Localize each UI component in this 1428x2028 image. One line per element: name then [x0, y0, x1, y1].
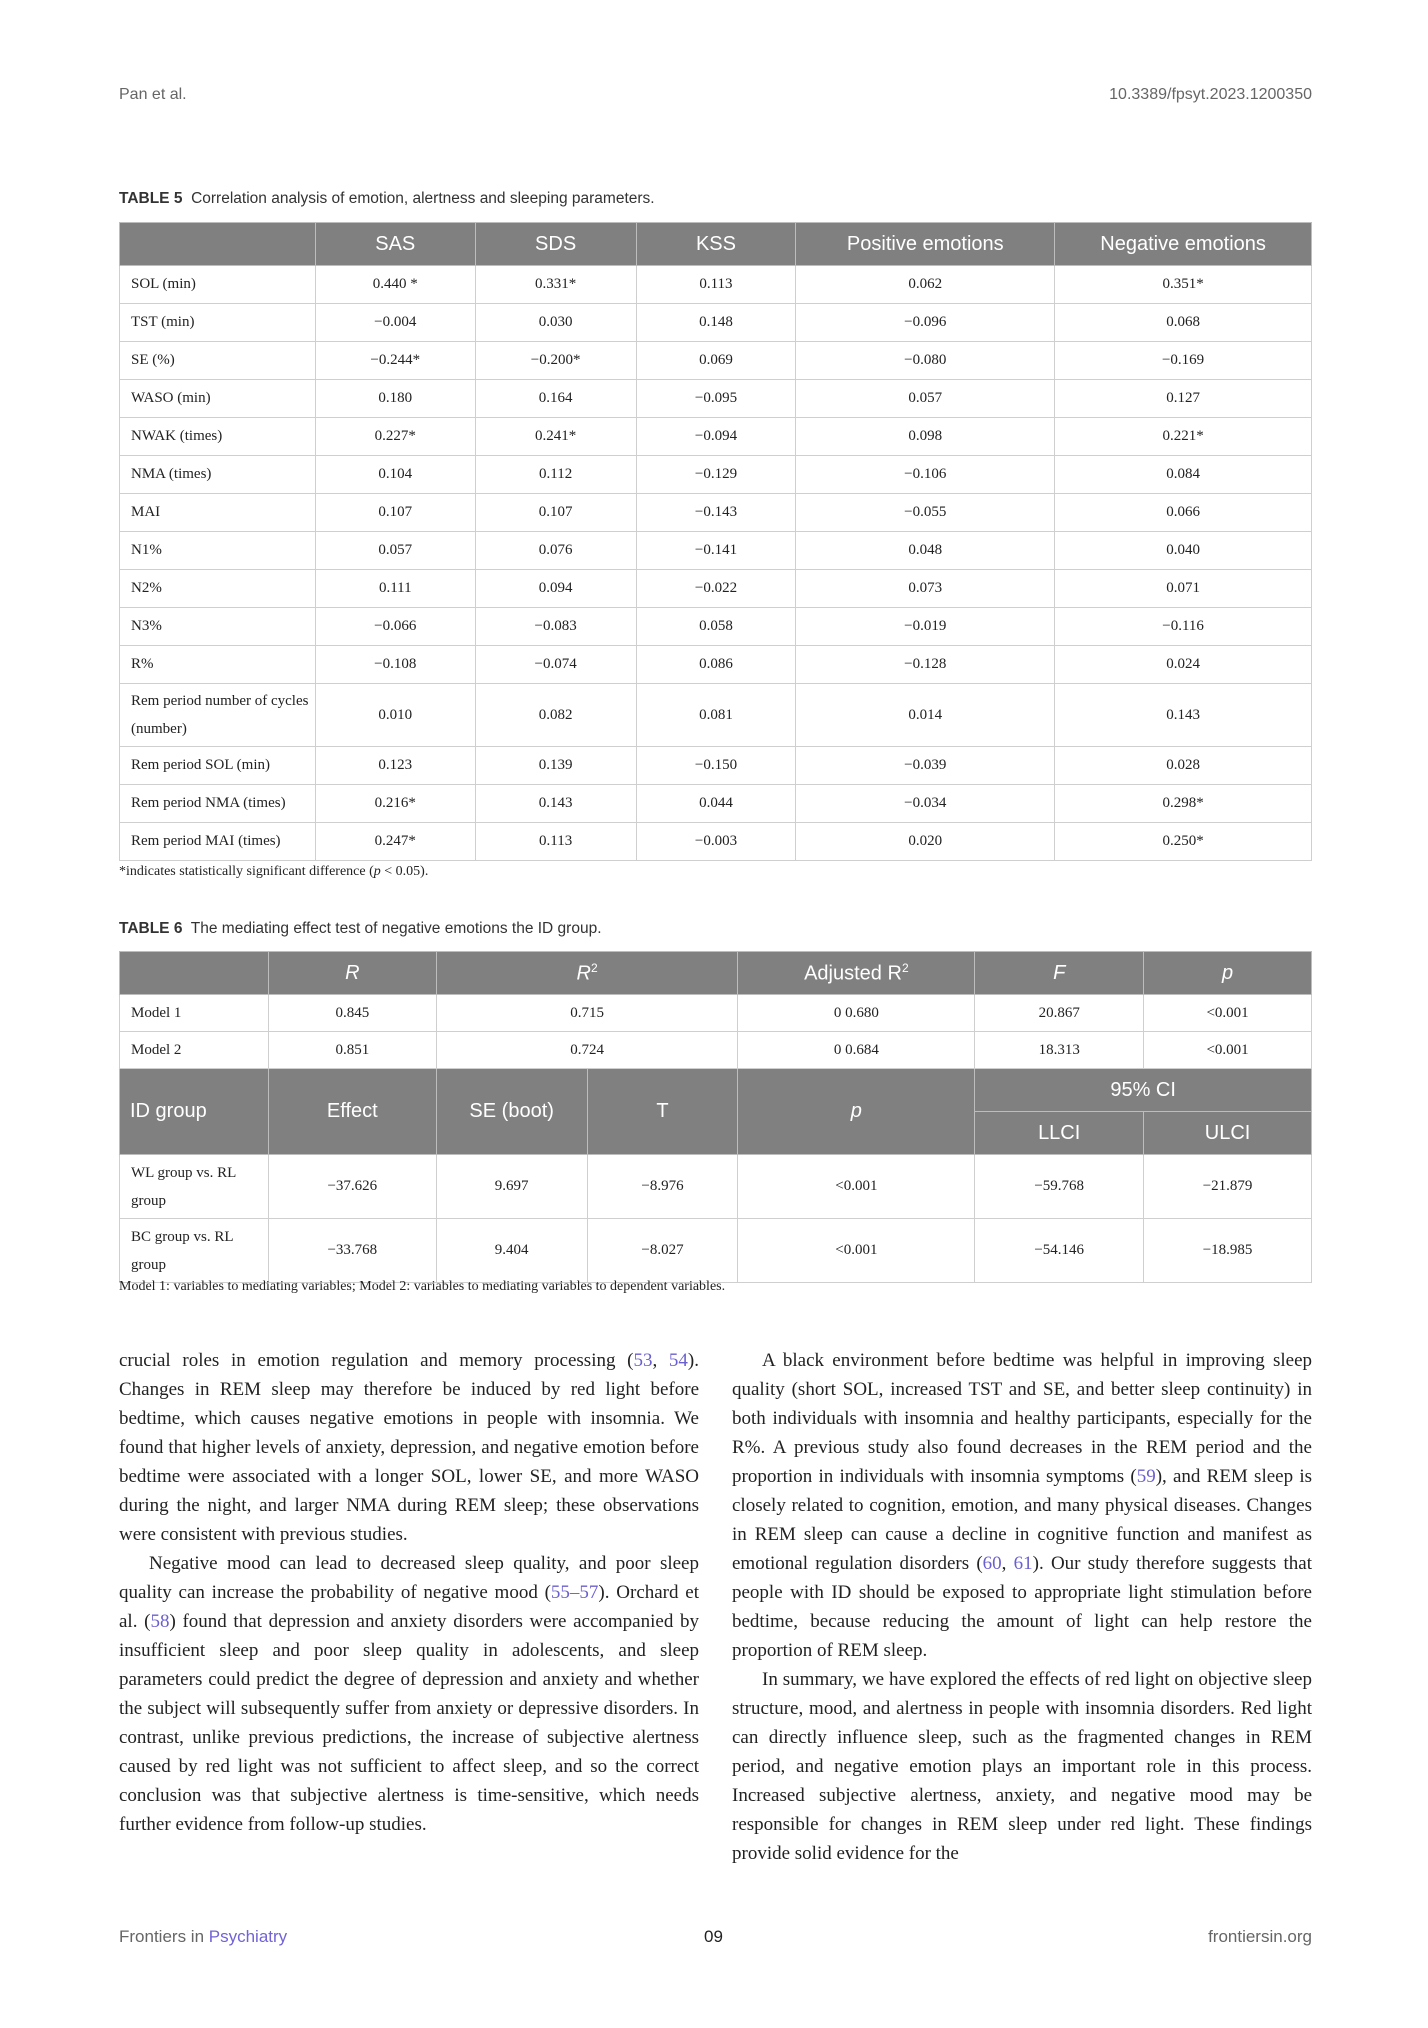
table-cell: 0.058: [636, 608, 796, 646]
table-cell: 0.076: [475, 532, 636, 570]
ref-link[interactable]: 55–57: [550, 1582, 599, 1603]
table-row: [120, 823, 1312, 861]
table6-header-r2: $R^2$: [436, 952, 738, 995]
table6-footnote: Model 1: variables to mediating variables; Model 2: variables to mediating variables to dependent variables.: [119, 1279, 726, 1294]
table6-header-95-ci: 95% CI: [975, 1069, 1312, 1112]
table-row: [120, 342, 1312, 380]
running-head-authors: Pan et al.: [119, 86, 187, 103]
table-cell: 0.069: [636, 342, 796, 380]
table5-label: TABLE 5: [119, 190, 183, 207]
table-cell: 0.086: [636, 646, 796, 684]
right-paragraph-1: A black environment before bedtime was helpful in improving sleep quality (short SOL, increased TST and SE, and better sleep continuity) in both individuals with insomnia and healthy participants, especially for the R%. A previous study also found decreases in the REM period and the proportion in individuals with insomnia symptoms (59), and REM sleep is closely related to cognition, emotion, and many physical diseases. Changes in REM sleep can cause a decline in cognitive function and manifest as emotional regulation disorders (60, 61). Our study therefore suggests that people with ID should be exposed to appropriate light stimulation before bedtime, because reducing the amount of light can help restore the proportion of REM sleep.: [732, 1350, 1313, 1661]
footer-journal: Frontiers in Psychiatry: [119, 1927, 288, 1946]
table6-header-f: F: [975, 952, 1144, 995]
table-cell: 0.030: [475, 304, 636, 342]
table-cell: −0.074: [475, 646, 636, 684]
effect-se: 9.404: [436, 1219, 587, 1283]
row-label: TST (min): [120, 304, 316, 342]
ref-link[interactable]: 59: [1136, 1466, 1156, 1487]
table6-header-p: p: [1144, 952, 1312, 995]
table5-header-cell: SDS: [475, 223, 636, 266]
table5-header-cell: KSS: [636, 223, 796, 266]
row-label: SOL (min): [120, 266, 316, 304]
table-cell: 0.094: [475, 570, 636, 608]
effect-group: WL group vs. RL group: [120, 1155, 269, 1219]
table6-header-adjusted-r2: Adjusted $R^2$: [738, 952, 975, 995]
table-cell: −0.150: [636, 747, 796, 785]
table-row: [120, 608, 1312, 646]
table-cell: −0.022: [636, 570, 796, 608]
effect-value: −33.768: [268, 1219, 436, 1283]
row-label: NWAK (times): [120, 418, 316, 456]
table-cell: 0.010: [315, 684, 475, 747]
model-f: 18.313: [975, 1032, 1144, 1069]
page-number: 09: [704, 1927, 723, 1946]
row-label: N1%: [120, 532, 316, 570]
table-cell: 0.024: [1055, 646, 1312, 684]
table-row: [120, 380, 1312, 418]
table-cell: 0.104: [315, 456, 475, 494]
table-cell: 0.044: [636, 785, 796, 823]
row-label: N2%: [120, 570, 316, 608]
table-cell: −0.141: [636, 532, 796, 570]
model-p: <0.001: [1144, 995, 1312, 1032]
model-r: 0.845: [268, 995, 436, 1032]
row-label: N3%: [120, 608, 316, 646]
model-f: 20.867: [975, 995, 1144, 1032]
table6-header-se-boot: SE (boot): [436, 1069, 587, 1155]
ref-link[interactable]: 61: [1013, 1553, 1033, 1574]
model-name: Model 1: [120, 995, 269, 1032]
table-cell: 0.014: [796, 684, 1055, 747]
table-cell: −0.116: [1055, 608, 1312, 646]
effect-t: −8.976: [587, 1155, 738, 1219]
table-cell: 0.068: [1055, 304, 1312, 342]
table-cell: 0.227*: [315, 418, 475, 456]
table5-caption: [119, 190, 655, 208]
table-row: [120, 532, 1312, 570]
table6-caption: [119, 920, 602, 938]
table-cell: 0.048: [796, 532, 1055, 570]
table-cell: 0.107: [475, 494, 636, 532]
table-cell: 0.082: [475, 684, 636, 747]
table-cell: 0.250*: [1055, 823, 1312, 861]
left-paragraph-2: Negative mood can lead to decreased sleep quality, and poor sleep quality can increase the probability of negative mood (55–57). Orchard et al. (58) found that depression and anxiety disorders were accompanied by insufficient sleep and poor sleep quality in adolescents, and sleep parameters could predict the degree of depression and anxiety and whether the subject will subsequently suffer from anxiety or depressive disorders. In contrast, unlike previous predictions, the increase of subjective alertness caused by red light was not sufficient to affect sleep, and so the correct conclusion was that subjective alertness is time-sensitive, which needs further evidence from follow-up studies.: [119, 1553, 699, 1835]
table-cell: −0.003: [636, 823, 796, 861]
ref-link[interactable]: 58: [150, 1611, 170, 1632]
table-cell: −0.129: [636, 456, 796, 494]
table-cell: −0.019: [796, 608, 1055, 646]
table5-header-blank: [120, 223, 316, 266]
table-row: [120, 1155, 1312, 1219]
table-cell: 0.081: [636, 684, 796, 747]
table-cell: 0.098: [796, 418, 1055, 456]
row-label: Rem period NMA (times): [120, 785, 316, 823]
effect-ulci: −18.985: [1144, 1219, 1312, 1283]
table-cell: 0.040: [1055, 532, 1312, 570]
table6-header-effect: Effect: [268, 1069, 436, 1155]
footer-site-link[interactable]: frontiersin.org: [1208, 1927, 1312, 1946]
table6-model-header-blank: [120, 952, 269, 995]
table-cell: 0.112: [475, 456, 636, 494]
table-cell: −0.108: [315, 646, 475, 684]
table6-header-llci: LLCI: [975, 1112, 1144, 1155]
table-row: [120, 266, 1312, 304]
table-cell: 0.148: [636, 304, 796, 342]
table5-title: Correlation analysis of emotion, alertness and sleeping parameters.: [191, 190, 655, 207]
model-r: 0.851: [268, 1032, 436, 1069]
table6-label: TABLE 6: [119, 920, 183, 937]
footer-journal-link[interactable]: Psychiatry: [208, 1927, 288, 1946]
running-head-doi[interactable]: 10.3389/fpsyt.2023.1200350: [1109, 86, 1312, 103]
table-cell: 0.073: [796, 570, 1055, 608]
table-cell: 0.057: [315, 532, 475, 570]
table-cell: 0.057: [796, 380, 1055, 418]
table-cell: −0.080: [796, 342, 1055, 380]
table-cell: −0.055: [796, 494, 1055, 532]
table5-footnote-p: p: [373, 864, 381, 879]
table-row: [120, 684, 1312, 747]
model-r2: 0.715: [436, 995, 738, 1032]
table-cell: 0.139: [475, 747, 636, 785]
body-left-column: [119, 1346, 699, 1839]
table-cell: −0.244*: [315, 342, 475, 380]
table6-header-ulci: ULCI: [1144, 1112, 1312, 1155]
row-label: MAI: [120, 494, 316, 532]
table6-header-r: R: [268, 952, 436, 995]
table-row: [120, 646, 1312, 684]
table5-footnote-suffix: < 0.05).: [380, 864, 429, 879]
effect-p: <0.001: [738, 1219, 975, 1283]
table5-body: [120, 266, 1312, 861]
table6-header-p2: p: [738, 1069, 975, 1155]
row-label: R%: [120, 646, 316, 684]
table-row: [120, 785, 1312, 823]
model-r2: 0.724: [436, 1032, 738, 1069]
right-paragraph-2: In summary, we have explored the effects of red light on objective sleep structure, mood, and alertness in people with insomnia disorders. Red light can directly influence sleep, such as the fragmented changes in REM period, and negative emotion plays an important role in this process. Increased subjective alertness, anxiety, and negative mood may be responsible for changes in REM sleep under red light. These findings provide solid evidence for the: [732, 1669, 1312, 1864]
effect-p: <0.001: [738, 1155, 975, 1219]
table-row: [120, 1032, 1312, 1069]
table-cell: −0.128: [796, 646, 1055, 684]
table-cell: 0.247*: [315, 823, 475, 861]
table-cell: 0.071: [1055, 570, 1312, 608]
table6-header-id-group: ID group: [120, 1069, 269, 1155]
table-row: [120, 304, 1312, 342]
table-cell: 0.143: [1055, 684, 1312, 747]
effect-value: −37.626: [268, 1155, 436, 1219]
table5-header-cell: Positive emotions: [796, 223, 1055, 266]
table-cell: 0.123: [315, 747, 475, 785]
table-cell: 0.020: [796, 823, 1055, 861]
table-cell: 0.062: [796, 266, 1055, 304]
table6-effect-header-row: [120, 1069, 1312, 1112]
table-cell: 0.298*: [1055, 785, 1312, 823]
table5-header-cell: SAS: [315, 223, 475, 266]
table-cell: 0.331*: [475, 266, 636, 304]
table-cell: −0.169: [1055, 342, 1312, 380]
table6: [119, 951, 1312, 1283]
table-row: [120, 747, 1312, 785]
table5-header-row: [120, 223, 1312, 266]
effect-se: 9.697: [436, 1155, 587, 1219]
model-adjusted-r2: 0 0.680: [738, 995, 975, 1032]
table-cell: 0.111: [315, 570, 475, 608]
table-cell: −0.096: [796, 304, 1055, 342]
table-cell: 0.164: [475, 380, 636, 418]
table-cell: 0.113: [636, 266, 796, 304]
table-row: [120, 1219, 1312, 1283]
table-cell: 0.351*: [1055, 266, 1312, 304]
ref-link[interactable]: 54: [668, 1350, 688, 1371]
table-cell: 0.440 *: [315, 266, 475, 304]
table-cell: 0.143: [475, 785, 636, 823]
table-cell: 0.028: [1055, 747, 1312, 785]
row-label: Rem period number of cycles (number): [120, 684, 316, 747]
ref-link[interactable]: 53: [633, 1350, 653, 1371]
row-label: Rem period SOL (min): [120, 747, 316, 785]
table-cell: −0.095: [636, 380, 796, 418]
ref-link[interactable]: 60: [982, 1553, 1002, 1574]
table6-header-t: T: [587, 1069, 738, 1155]
model-p: <0.001: [1144, 1032, 1312, 1069]
row-label: SE (%): [120, 342, 316, 380]
table-cell: 0.241*: [475, 418, 636, 456]
table5-footnote-prefix: *indicates statistically significant difference (: [119, 864, 374, 879]
table-cell: −0.039: [796, 747, 1055, 785]
table5-header-cell: Negative emotions: [1055, 223, 1312, 266]
table-cell: 0.107: [315, 494, 475, 532]
table-row: [120, 995, 1312, 1032]
table6-title: The mediating effect test of negative emotions the ID group.: [190, 920, 602, 937]
table-row: [120, 418, 1312, 456]
table-row: [120, 456, 1312, 494]
table-cell: 0.066: [1055, 494, 1312, 532]
effect-llci: −54.146: [975, 1219, 1144, 1283]
table-cell: 0.216*: [315, 785, 475, 823]
effect-ulci: −21.879: [1144, 1155, 1312, 1219]
table-row: [120, 494, 1312, 532]
table-row: [120, 570, 1312, 608]
left-paragraph-1: crucial roles in emotion regulation and memory processing (53, 54). Changes in REM sleep may therefore be induced by red light before bedtime, which causes negative emotions in people with insomnia. We found that higher levels of anxiety, depression, and negative emotion before bedtime were associated with a longer SOL, lower SE, and more WASO during the night, and larger NMA during REM sleep; these observations were consistent with previous studies.: [119, 1350, 699, 1545]
table-cell: −0.143: [636, 494, 796, 532]
table-cell: −0.004: [315, 304, 475, 342]
table-cell: −0.083: [475, 608, 636, 646]
row-label: Rem period MAI (times): [120, 823, 316, 861]
table6-model-header-row: [120, 952, 1312, 995]
table-cell: −0.106: [796, 456, 1055, 494]
model-adjusted-r2: 0 0.684: [738, 1032, 975, 1069]
table-cell: −0.094: [636, 418, 796, 456]
table-cell: 0.180: [315, 380, 475, 418]
table-cell: 0.113: [475, 823, 636, 861]
row-label: NMA (times): [120, 456, 316, 494]
effect-t: −8.027: [587, 1219, 738, 1283]
effect-group: BC group vs. RL group: [120, 1219, 269, 1283]
body-right-column: [732, 1346, 1312, 1868]
table5-footnote: [119, 864, 428, 880]
table-cell: −0.066: [315, 608, 475, 646]
table-cell: 0.127: [1055, 380, 1312, 418]
table5: [119, 222, 1312, 861]
effect-llci: −59.768: [975, 1155, 1144, 1219]
table-cell: 0.221*: [1055, 418, 1312, 456]
table-cell: −0.034: [796, 785, 1055, 823]
table-cell: 0.084: [1055, 456, 1312, 494]
row-label: WASO (min): [120, 380, 316, 418]
model-name: Model 2: [120, 1032, 269, 1069]
table-cell: −0.200*: [475, 342, 636, 380]
